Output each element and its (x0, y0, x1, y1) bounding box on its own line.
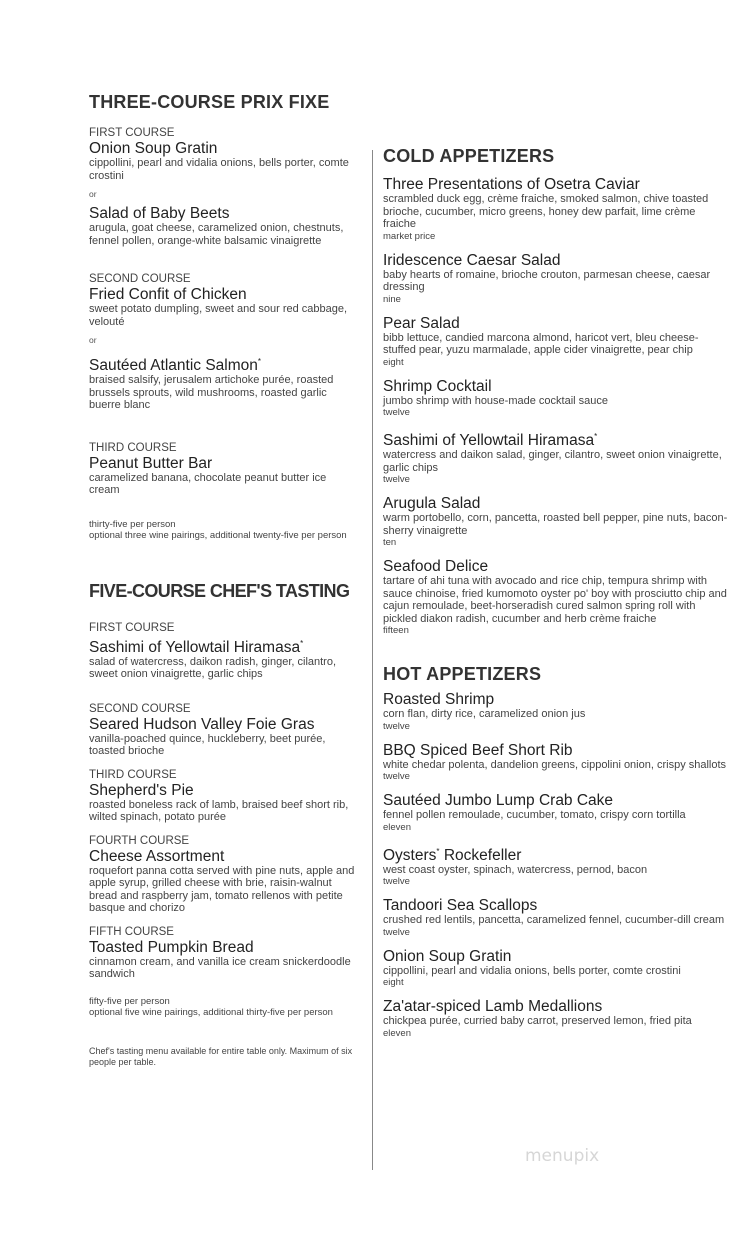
dish-name (383, 315, 728, 332)
dish-name-text: Shrimp Cocktail (383, 377, 492, 395)
dish-desc: white chedar polenta, dandelion greens, cippolini onion, crispy shallots (383, 758, 727, 771)
dish-name-text: Roasted Shrimp (383, 691, 495, 709)
dish-price: eleven (383, 821, 411, 833)
dish-name-text: Sautéed Jumbo Lump Crab Cake (383, 792, 614, 810)
dish-desc: cippollini, pearl and vidalia onions, bells porter, comte crostini (89, 157, 349, 182)
course-label: THIRD COURSE (89, 441, 177, 454)
dish-name (383, 742, 728, 759)
tasting-course (89, 769, 359, 824)
tasting-course (89, 835, 359, 915)
dish-desc: chickpea purée, curried baby carrot, preserved lemon, fried pita (383, 1015, 692, 1028)
course-label: THIRD COURSE (89, 768, 177, 781)
left-column (89, 92, 359, 1068)
dish-name (383, 948, 728, 965)
dish-desc: jumbo shrimp with house-made cocktail sauce (383, 394, 608, 407)
dish-name (383, 691, 728, 708)
menu-item (383, 428, 728, 485)
dish-name: Peanut Butter Bar (89, 454, 213, 472)
dish-desc: west coast oyster, spinach, watercress, pernod, bacon (383, 863, 648, 876)
prix-second-course (89, 273, 359, 412)
dish-desc: tartare of ahi tuna with avocado and rice chip, tempura shrimp with sauce chinoise, fried kumomoto oyster po' boy with prosciutto chip and cajun remoulade, beet-horseradish cured salmon spring roll with pickled diakon radish, cucumber and herb crème fraiche (383, 575, 727, 625)
dish-desc: cippollini, pearl and vidalia onions, bells porter, comte crostini (383, 964, 681, 977)
course-label: FIRST COURSE (89, 621, 175, 634)
dish-name (383, 176, 728, 193)
dish-name (89, 939, 359, 956)
tasting-courses (89, 622, 359, 981)
course-label: FIFTH COURSE (89, 925, 174, 938)
course-label: SECOND COURSE (89, 702, 191, 715)
dish-desc: fennel pollen remoulade, cucumber, tomato, crispy corn tortilla (383, 809, 686, 822)
dish-name-text: Onion Soup Gratin (383, 947, 512, 965)
dish-name (383, 897, 728, 914)
dish-name-text: Oysters (383, 846, 437, 864)
dish-name (89, 635, 359, 656)
dish-name (89, 353, 359, 374)
dish-price: market price (383, 230, 436, 242)
dish-name-text: Shepherd's Pie (89, 781, 194, 799)
tasting-pairing: optional five wine pairings, additional thirty-five per person (89, 1006, 333, 1018)
dish-desc: warm portobello, corn, pancetta, roasted bell pepper, pine nuts, bacon-sherry vinaigrette (383, 512, 728, 537)
dish-price: eight (383, 977, 404, 989)
hot-appetizers-list (383, 691, 728, 1039)
or-divider: or (89, 335, 97, 345)
dish-price: ten (383, 537, 397, 549)
tasting-course (89, 703, 359, 758)
dish-name: Salad of Baby Beets (89, 205, 230, 222)
dish-name-text: Three Presentations of Osetra Caviar (383, 176, 640, 193)
tasting-price: fifty-five per person (89, 995, 170, 1007)
dish-price: nine (383, 293, 401, 305)
menu-item (383, 742, 728, 783)
menu-item (383, 843, 728, 888)
course-label: FIRST COURSE (89, 127, 175, 139)
dish-name-text: Za'atar-spiced Lamb Medallions (383, 998, 603, 1016)
prix-pairing: optional three wine pairings, additional twenty-five per person (89, 529, 347, 541)
or-divider: or (89, 189, 97, 199)
menu-item (383, 998, 728, 1039)
dish-name (89, 848, 359, 865)
raw-warning-mark: * (257, 357, 262, 366)
prix-third-course (89, 442, 359, 497)
dish-desc: corn flan, dirty rice, caramelized onion jus (383, 708, 586, 721)
dish-name-text: Sashimi of Yellowtail Hiramasa (383, 432, 595, 450)
dish-desc: vanilla-poached quince, huckleberry, beet purée, toasted brioche (89, 732, 326, 758)
dish-price: twelve (383, 926, 410, 938)
dish-name (89, 782, 359, 799)
dish-desc: watercress and daikon salad, ginger, cilantro, sweet onion vinaigrette, garlic chips (383, 449, 722, 474)
prix-first-course (89, 127, 359, 247)
dish-name (383, 998, 728, 1015)
dish-name-suffix: Rockefeller (439, 846, 522, 864)
dish-desc: baby hearts of romaine, brioche crouton, parmesan cheese, caesar dressing (383, 268, 711, 293)
menu-item (383, 558, 728, 636)
dish-desc: scrambled duck egg, crème fraiche, smoked salmon, chive toasted brioche, cucumber, micro greens, honey dew parfait, lime crème fraiche (383, 193, 709, 230)
dish-desc: cinnamon cream, and vanilla ice cream snickerdoodle sandwich (89, 955, 351, 981)
tasting-title: FIVE-COURSE CHEF'S TASTING (89, 580, 350, 601)
menu-item (383, 252, 728, 305)
dish-price: twelve (383, 474, 410, 486)
prix-fixe-title: THREE-COURSE PRIX FIXE (89, 92, 330, 112)
course-label: SECOND COURSE (89, 273, 191, 285)
dish-name-text: Toasted Pumpkin Bread (89, 938, 254, 956)
menu-item (383, 948, 728, 989)
course-label: FOURTH COURSE (89, 834, 190, 847)
dish-desc: braised salsify, jerusalem artichoke purée, roasted brussels sprouts, wild mushrooms, roasted garlic buerre blanc (89, 374, 334, 412)
dish-name (383, 378, 728, 395)
dish-desc: bibb lettuce, candied marcona almond, haricot vert, bleu cheese-stuffed pear, yuzu marmalade, apple cider vinaigrette, pear chip (383, 331, 699, 356)
column-divider (372, 150, 373, 1170)
dish-desc: salad of watercress, daikon radish, ginger, cilantro, sweet onion vinaigrette, garlic chips (89, 655, 337, 681)
dish-name-text: Arugula Salad (383, 495, 481, 513)
raw-warning-mark: * (594, 432, 598, 441)
dish-name-text: Seared Hudson Valley Foie Gras (89, 715, 315, 733)
right-column (383, 146, 728, 1049)
cold-appetizers-title: COLD APPETIZERS (383, 146, 555, 166)
dish-name (383, 495, 728, 512)
dish-price: twelve (383, 720, 410, 732)
dish-name (383, 792, 728, 809)
dish-name-text: Tandoori Sea Scallops (383, 897, 538, 915)
dish-name-text: Pear Salad (383, 314, 460, 332)
dish-desc: caramelized banana, chocolate peanut butter ice cream (89, 471, 327, 497)
dish-name (383, 428, 728, 449)
dish-desc: roasted boneless rack of lamb, braised beef short rib, wilted spinach, potato purée (89, 798, 349, 824)
dish-price: twelve (383, 407, 410, 418)
dish-name-text: Sautéed Atlantic Salmon (89, 357, 258, 375)
raw-warning-mark: * (436, 846, 440, 856)
dish-name: Fried Confit of Chicken (89, 286, 247, 303)
tasting-course (89, 926, 359, 981)
dish-price: fifteen (383, 625, 409, 637)
dish-desc: crushed red lentils, pancetta, caramelized fennel, cucumber-dill cream (383, 914, 725, 927)
dish-desc: sweet potato dumpling, sweet and sour red cabbage, velouté (89, 303, 348, 328)
dish-desc: arugula, goat cheese, caramelized onion, chestnuts, fennel pollen, orange-white balsamic vinaigrette (89, 222, 344, 247)
menu-item (383, 495, 728, 548)
raw-warning-mark: * (300, 638, 304, 648)
menu-item (383, 792, 728, 833)
dish-price: eleven (383, 1027, 411, 1039)
tasting-course (89, 622, 359, 681)
dish-name-text: Cheese Assortment (89, 847, 225, 865)
menu-item (383, 315, 728, 368)
hot-appetizers-title: HOT APPETIZERS (383, 664, 542, 685)
dish-name (383, 252, 728, 269)
menu-item (383, 378, 728, 419)
prix-price: thirty-five per person (89, 518, 176, 530)
dish-name-text: Sashimi of Yellowtail Hiramasa (89, 638, 301, 656)
menu-item (383, 691, 728, 732)
dish-name-text: Seafood Delice (383, 558, 489, 576)
menu-item (383, 897, 728, 938)
tasting-note: Chef's tasting menu available for entire table only. Maximum of six people per table. (89, 1045, 353, 1067)
dish-name (89, 716, 359, 733)
dish-name (383, 558, 728, 575)
watermark-logo: menupix (525, 1146, 600, 1166)
dish-price: twelve (383, 876, 410, 888)
dish-desc: roquefort panna cotta served with pine nuts, apple and apple syrup, grilled cheese with brie, raisin-walnut bread and raspberry jam, tomato rellenos with petite basque and chorizo (89, 864, 355, 915)
dish-name-text: BBQ Spiced Beef Short Rib (383, 741, 573, 759)
dish-name: Onion Soup Gratin (89, 140, 218, 157)
dish-name-text: Iridescence Caesar Salad (383, 251, 561, 269)
dish-price: eight (383, 356, 404, 368)
dish-name (383, 843, 728, 864)
cold-appetizers-list (383, 176, 728, 636)
menu-item (383, 176, 728, 242)
dish-price: twelve (383, 771, 410, 783)
